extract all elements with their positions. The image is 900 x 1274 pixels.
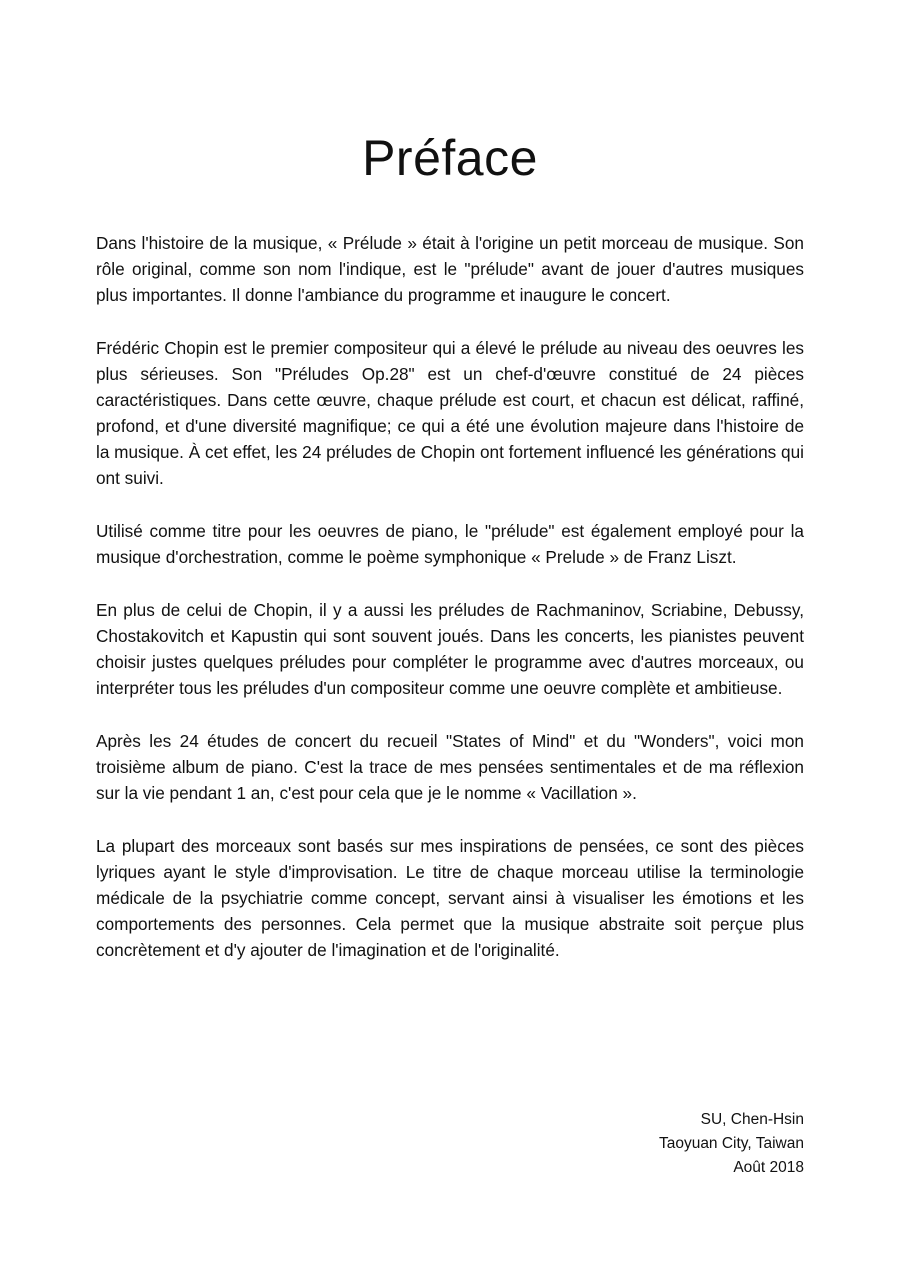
paragraph-2: Frédéric Chopin est le premier compositeur qui a élevé le prélude au niveau des oeuvres les plus sérieuses. Son "Préludes Op.28" est un chef-d'œuvre constitué de 24 pièces caractéristiques. Dans cette œuvre, chaque prélude est court, et chacun est délicat, raffiné, profond, et d'une diversité magnifique; ce qui a été une évolution majeure dans l'histoire de la musique. À cet effet, les 24 préludes de Chopin ont fortement influencé les générations qui ont suivi.: [96, 338, 804, 488]
page-title: Préface: [362, 130, 538, 186]
signature-date: Août 2018: [733, 1159, 804, 1176]
paragraph-5: Après les 24 études de concert du recueil "States of Mind" et du "Wonders", voici mon troisième album de piano. C'est la trace de mes pensées sentimentales et de ma réflexion sur la vie pendant 1 an, c'est pour cela que je le nomme « Vacillation ».: [96, 731, 804, 803]
paragraph-6: La plupart des morceaux sont basés sur mes inspirations de pensées, ce sont des pièces lyriques ayant le style d'improvisation. Le titre de chaque morceau utilise la terminologie médicale de la psychiatrie comme concept, servant ainsi à visualiser les émotions et les comportements des personnes. Cela permet que la musique abstraite soit perçue plus concrètement et d'y ajouter de l'imagination et de l'originalité.: [96, 836, 804, 960]
preface-body: [96, 230, 804, 990]
signature-author: SU, Chen-Hsin: [700, 1111, 804, 1128]
signature-block: [659, 1108, 804, 1180]
paragraph-3: Utilisé comme titre pour les oeuvres de piano, le "prélude" est également employé pour la musique d'orchestration, comme le poème symphonique « Prelude » de Franz Liszt.: [96, 521, 804, 567]
signature-location: Taoyuan City, Taiwan: [658, 1135, 804, 1152]
paragraph-1: Dans l'histoire de la musique, « Prélude » était à l'origine un petit morceau de musique. Son rôle original, comme son nom l'indique, est le "prélude" avant de jouer d'autres musiques plus importantes. Il donne l'ambiance du programme et inaugure le concert.: [96, 233, 804, 305]
paragraph-4: En plus de celui de Chopin, il y a aussi les préludes de Rachmaninov, Scriabine, Debussy, Chostakovitch et Kapustin qui sont souvent joués. Dans les concerts, les pianistes peuvent choisir justes quelques préludes pour compléter le programme avec d'autres morceaux, ou interpréter tous les préludes d'un compositeur comme une oeuvre complète et ambitieuse.: [96, 600, 804, 698]
